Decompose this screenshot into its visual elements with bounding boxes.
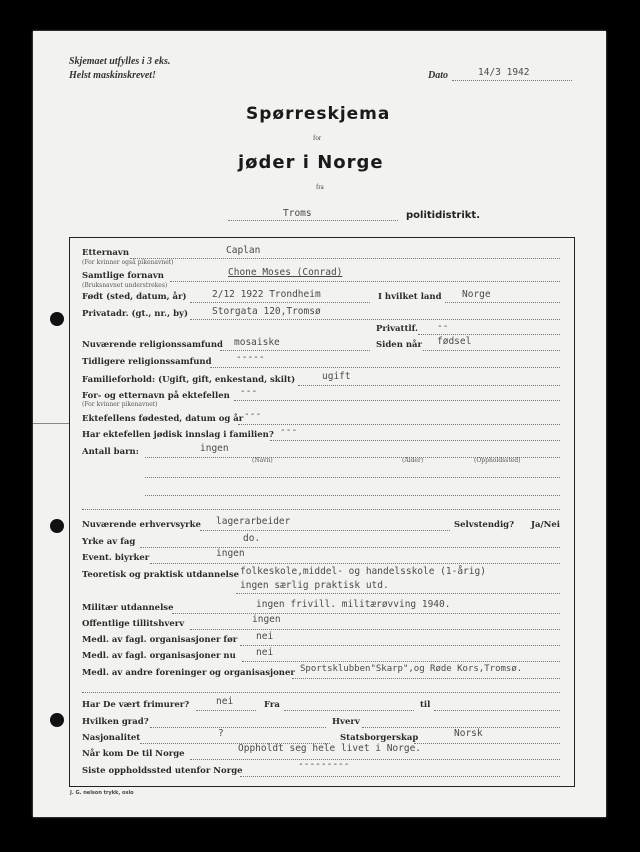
tidligere-value: ----- (236, 352, 265, 363)
statsborgerskap-value: Norsk (454, 728, 483, 739)
fornavn-label: Samtlige fornavn (82, 271, 164, 281)
militaer-label: Militær utdannelse (82, 603, 174, 613)
jodisk-label: Har ektefellen jødisk innslag i familien? (82, 430, 274, 440)
punch-hole (50, 312, 64, 326)
ektefelle-navn-value: --- (240, 386, 258, 397)
erhverv-value: lagerarbeider (216, 516, 291, 527)
fag-label: Yrke av fag (82, 537, 136, 547)
nasjonalitet-value: ? (218, 728, 224, 739)
selvstendig-label: Selvstendig? (454, 520, 515, 530)
nasjonalitet-label: Nasjonalitet (82, 733, 141, 743)
land-label: I hvilket land (378, 292, 442, 302)
privatadr-value: Storgata 120,Tromsø (212, 306, 321, 317)
religion-label: Nuværende religionssamfund (82, 340, 223, 350)
militaer-value: ingen frivill. militærøvving 1940. (256, 599, 451, 610)
land-value: Norge (462, 289, 491, 300)
barn-col-alder: (Alder) (402, 457, 424, 464)
frimurer-fra-label: Fra (264, 700, 280, 710)
ektefelle-fodt-value: --- (244, 409, 262, 420)
printer-credit: J. G. nelson trykk, oslo (70, 790, 134, 796)
privattlf-label: Privattlf. (376, 324, 418, 334)
barn-value: ingen (200, 443, 229, 454)
grad-label: Hvilken grad? (82, 717, 149, 727)
siste-value: --------- (298, 759, 350, 770)
barn-label: Antall barn: (82, 447, 139, 457)
etternavn-sub: (For kvinner også pikenavnet) (82, 259, 174, 266)
etternavn-label: Etternavn (82, 248, 130, 258)
district-label: politidistrikt. (406, 210, 480, 221)
org-nu-label: Medl. av fagl. organisasjoner nu (82, 651, 236, 661)
naar-label: Når kom De til Norge (82, 749, 185, 759)
barn-col-navn: (Navn) (252, 457, 273, 464)
selvstendig-value: Ja/Nei (531, 520, 561, 530)
punch-hole (50, 519, 64, 533)
instruction-note-2: Helst maskinskrevet! (69, 70, 156, 81)
siden-value: fødsel (437, 336, 472, 347)
siste-label: Siste oppholdssted utenfor Norge (82, 766, 243, 776)
tillit-label: Offentlige tillitshverv (82, 619, 185, 629)
privattlf-value: -- (437, 321, 449, 332)
tidligere-label: Tidligere religionssamfund (82, 357, 212, 367)
date-value: 14/3 1942 (478, 67, 530, 78)
utdannelse-value-1: folkeskole,middel- og handelsskole (1-årig) (240, 566, 486, 577)
ektefelle-navn-label: For- og etternavn på ektefellen (82, 391, 230, 401)
barn-col-sted: (Oppholdssted) (474, 457, 521, 464)
biyrker-label: Event. biyrker (82, 553, 150, 563)
naar-value: Oppholdt seg hele livet i Norge. (238, 743, 422, 754)
frimurer-label: Har De vært frimurer? (82, 700, 190, 710)
utdannelse-label: Teoretisk og praktisk utdannelse (82, 570, 240, 580)
jodisk-value: --- (280, 425, 298, 436)
fag-value: do. (243, 533, 261, 544)
hverv-label: Hverv (332, 717, 360, 727)
form-subtitle: jøder i Norge (238, 152, 384, 173)
biyrker-value: ingen (216, 548, 245, 559)
privatadr-label: Privatadr. (gt., nr., by) (82, 309, 188, 319)
fodt-value: 2/12 1922 Trondheim (212, 289, 321, 300)
org-nu-value: nei (256, 647, 274, 658)
fornavn-sub: (Bruksnavnet understrekes) (82, 282, 168, 289)
andre-org-label: Medl. av andre foreninger og organisasjoner (82, 668, 295, 678)
familie-value: ugift (322, 371, 351, 382)
date-label: Dato (428, 70, 448, 81)
org-for-value: nei (256, 631, 274, 642)
etternavn-value: Caplan (226, 245, 261, 256)
familie-label: Familieforhold: (Ugift, gift, enkestand, skilt) (82, 375, 296, 385)
ektefelle-fodt-label: Ektefellens fødested, datum og år (82, 414, 244, 424)
frimurer-til-label: til (420, 700, 431, 710)
title-fra: fra (316, 183, 324, 191)
andre-org-value: Sportsklubben"Skarp",og Røde Kors,Tromsø. (300, 664, 523, 674)
frimurer-value: nei (216, 696, 234, 707)
org-for-label: Medl. av fagl. organisasjoner før (82, 635, 238, 645)
district-value: Troms (283, 208, 312, 219)
statsborgerskap-label: Statsborgerskap (340, 733, 419, 743)
erhverv-label: Nuværende erhvervsyrke (82, 520, 201, 530)
fodt-label: Født (sted, datum, år) (82, 292, 187, 302)
punch-hole (50, 713, 64, 727)
fornavn-value: Chone Moses (Conrad) (228, 267, 343, 278)
utdannelse-value-2: ingen særlig praktisk utd. (240, 580, 389, 591)
instruction-note-1: Skjemaet utfylles i 3 eks. (69, 56, 171, 67)
religion-value: mosaiske (234, 337, 280, 348)
tillit-value: ingen (252, 614, 281, 625)
title-for: for (313, 134, 322, 142)
ektefelle-navn-sub: (For kvinner pikenavnet) (82, 401, 158, 408)
form-title: Spørreskjema (246, 104, 391, 124)
siden-label: Siden når (376, 340, 423, 350)
